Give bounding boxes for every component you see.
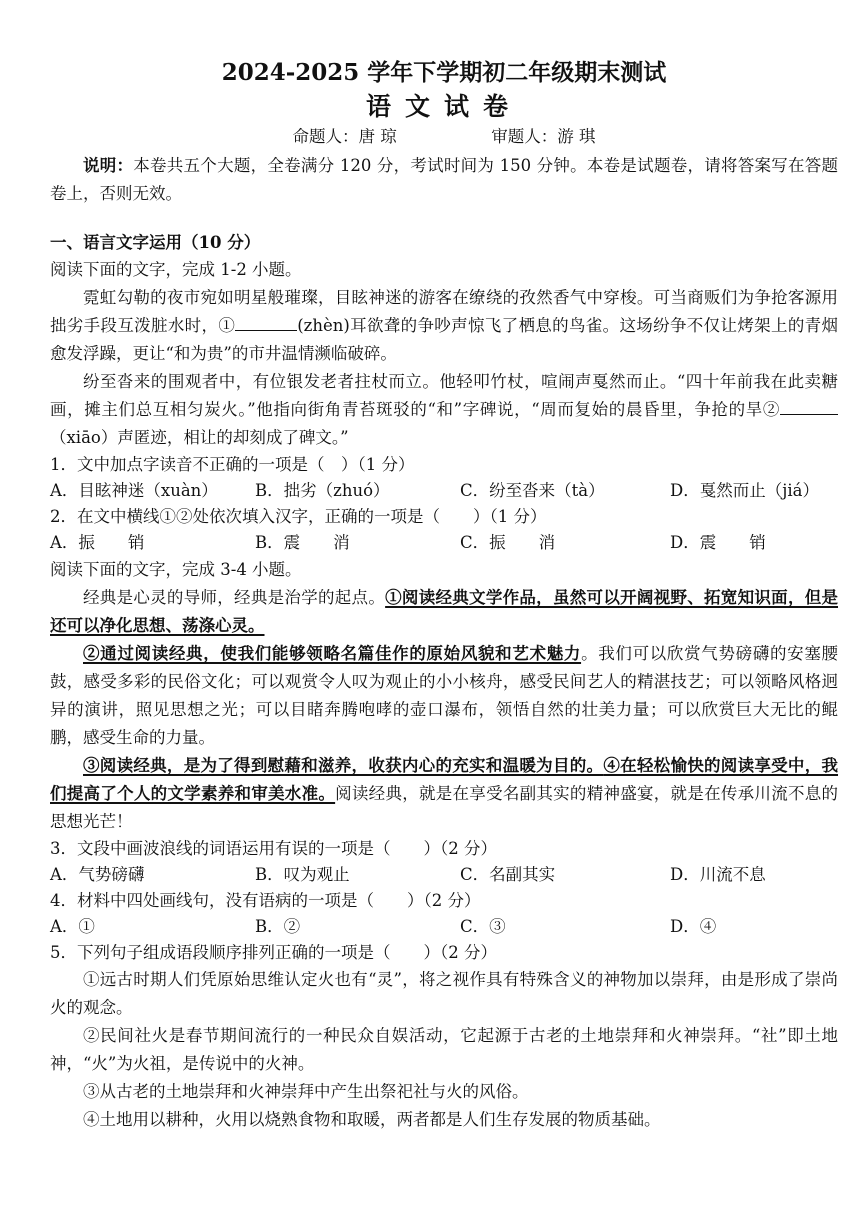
q4-option-a: A．①	[50, 917, 95, 936]
question-4-stem: 4．材料中四处画线句，没有语病的一项是（ ）（2 分）	[50, 891, 481, 910]
passage1-p2-a: 纷至沓来的围观者中，有位银发老者拄杖而立。他轻叩竹杖，喧闹声戛然而止。“四十年前我在此卖糖画，摊主们总互相匀炭火。”他指向街角青苔斑驳的“和”字碑说，“周而复始的晨昏里，争抢的旱②	[50, 372, 838, 419]
setter: 命题人：唐 琼	[292, 127, 397, 146]
passage1-para1	[50, 284, 838, 368]
passage1-para2	[50, 368, 838, 452]
question-3-options	[50, 862, 838, 888]
q1-option-b: B．拙劣（zhuó）	[255, 481, 390, 500]
passage1-p2-b: （xiāo）声匿迹，相让的却刻成了碑文。”	[50, 428, 349, 447]
instructions-label: 说明：	[83, 156, 134, 175]
question-5-stem: 5．下列句子组成语段顺序排列正确的一项是（ ）（2 分）	[50, 943, 497, 962]
question-3-stem: 3．文段中画波浪线的词语运用有误的一项是（ ）（2 分）	[50, 839, 497, 858]
exam-subtitle: 语文试卷	[365, 92, 522, 121]
q5-sentence-1: ①远古时期人们凭原始思维认定火也有“灵”，将之视作具有特殊含义的神物加以崇拜，由是形成了崇尚火的观念。	[50, 970, 838, 1017]
q4-option-b: B．②	[255, 917, 301, 936]
question-1-options	[50, 478, 838, 504]
reviewer: 审题人：游 琪	[491, 127, 596, 146]
instructions	[50, 152, 838, 208]
q5-sentence-2: ②民间社火是春节期间流行的一种民众自娱活动，它起源于古老的土地崇拜和火神崇拜。“社”即土地神，“火”为火祖，是传说中的火神。	[50, 1026, 838, 1073]
question-4-options	[50, 914, 838, 940]
question-1-stem: 1．文中加点字读音不正确的一项是（ ）（1 分）	[50, 455, 415, 474]
exam-title: 2024-2025 学年下学期初二年级期末测试	[221, 59, 667, 86]
q1-option-a: A．目眩神迷（xuàn）	[50, 481, 218, 500]
underlined-sentence-3: ③阅读经典，是为了得到慰藉和滋养，收获内心的充实和温暖为目的。	[83, 756, 604, 775]
underlined-sentence-4: ④在轻松愉快的阅读享受中，我们提高了个人的文学素养和审美水准。	[50, 756, 839, 803]
q2-option-d: D．震 销	[670, 533, 766, 552]
blank-1	[235, 314, 297, 331]
passage2-para3	[50, 752, 838, 836]
q3-option-b: B．叹为观止	[255, 865, 350, 884]
underlined-sentence-1: ①阅读经典文学作品，虽然可以开阔视野、拓宽知识面，但是还可以净化思想、荡涤心灵。	[50, 588, 839, 635]
q1-option-d: D．戛然而止（jiá）	[670, 481, 819, 500]
intro-3-4: 阅读下面的文字，完成 3-4 小题。	[50, 560, 302, 579]
q3-option-a: A．气势磅礴	[50, 865, 145, 884]
blank-2	[780, 398, 838, 415]
q1-option-c: C．纷至沓来（tà）	[460, 481, 605, 500]
q2-option-b: B．震 消	[255, 533, 350, 552]
question-2-stem: 2．在文中横线①②处依次填入汉字，正确的一项是（ ）（1 分）	[50, 507, 547, 526]
question-2-options	[50, 530, 838, 556]
passage1-p1-a: 霓虹勾勒的夜市宛如明星般璀璨，目眩神迷的游客在缭绕的孜然香气中穿梭。可当商贩们为争抢客源用拙劣手段互泼脏水时，①	[50, 288, 838, 335]
q4-option-c: C．③	[460, 917, 506, 936]
passage2-para1	[50, 584, 838, 640]
passage2-para2	[50, 640, 838, 752]
passage2-p2-plain: 。我们可以欣赏气势磅礴的安塞腰鼓，感受多彩的民俗文化；可以观赏令人叹为观止的小小核舟，感受民间艺人的精湛技艺；可以领略风格迥异的演讲，照见思想之光；可以目睹奔腾咆哮的壶口瀑布，领悟自然的壮美力量；可以欣赏巨大无比的鲲鹏，感受生命的力量。	[50, 644, 839, 747]
passage1-p1-b: (zhèn)耳欲聋的争吵声惊飞了栖息的鸟雀。这场纷争不仅让烤架上的青烟愈发浮躁，更让“和为贵”的市井温情濒临破碎。	[50, 316, 838, 363]
q4-option-d: D．④	[670, 917, 717, 936]
q2-option-c: C．振 消	[460, 533, 556, 552]
q3-option-c: C．名副其实	[460, 865, 556, 884]
authors-line	[50, 124, 838, 150]
q2-option-a: A．振 销	[50, 533, 145, 552]
intro-1-2: 阅读下面的文字，完成 1-2 小题。	[50, 260, 302, 279]
q5-sentence-3: ③从古老的土地崇拜和火神崇拜中产生出祭祀社与火的风俗。	[83, 1082, 529, 1101]
section-heading: 一、语言文字运用（10 分）	[50, 233, 261, 252]
passage2-p3-plain: 阅读经典，就是在享受名副其实的精神盛宴，就是在传承川流不息的思想光芒！	[50, 784, 839, 831]
instructions-text: 本卷共五个大题，全卷满分 120 分，考试时间为 150 分钟。本卷是试题卷，请将答案写在答题卷上，否则无效。	[50, 156, 839, 203]
q3-option-d: D．川流不息	[670, 865, 766, 884]
q5-sentence-4: ④土地用以耕种，火用以烧熟食物和取暖，两者都是人们生存发展的物质基础。	[83, 1110, 661, 1129]
passage2-p1-plain: 经典是心灵的导师，经典是治学的起点。	[83, 588, 386, 607]
underlined-sentence-2: ②通过阅读经典，使我们能够领略名篇佳作的原始风貌和艺术魅力	[83, 644, 582, 663]
